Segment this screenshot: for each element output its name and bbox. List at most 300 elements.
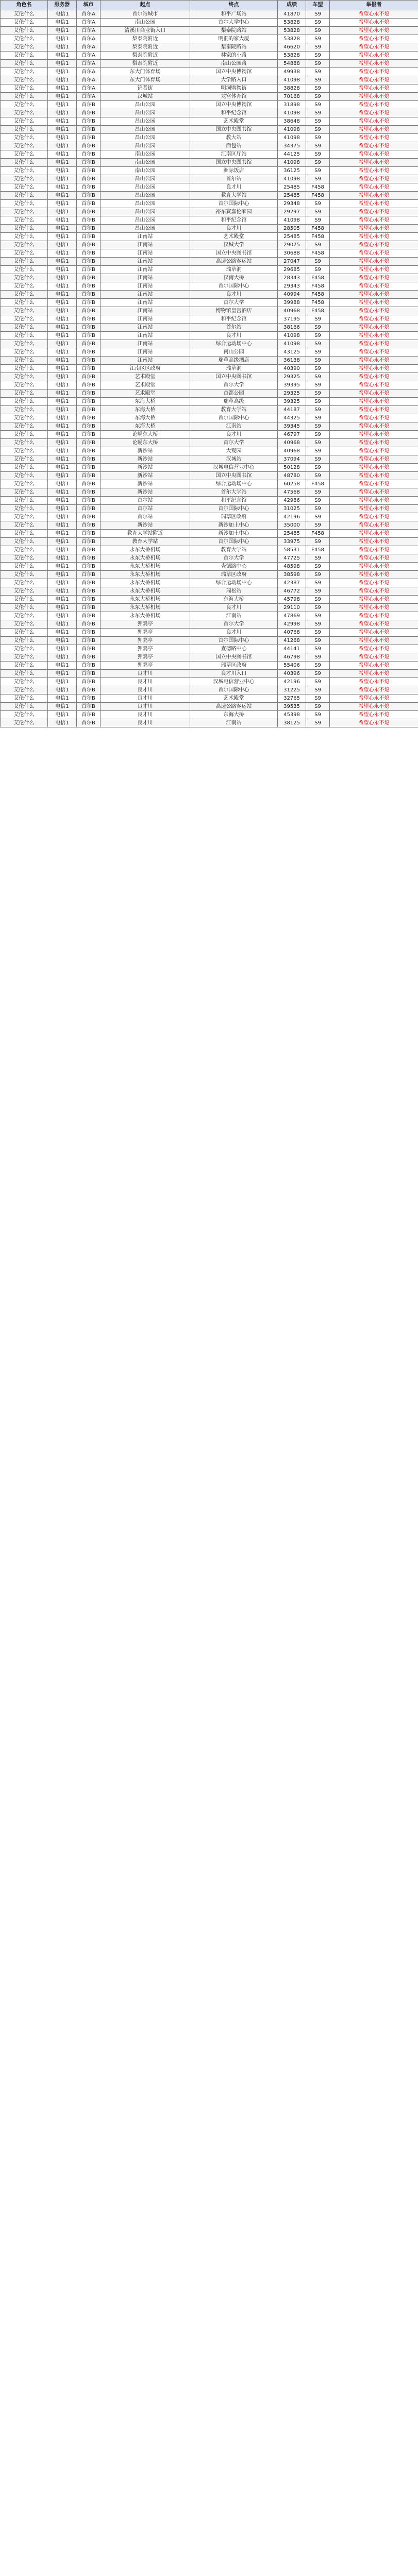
cell-reporter[interactable]: 希望心永不熄 xyxy=(330,159,418,167)
cell-car[interactable]: S9 xyxy=(306,579,330,587)
cell-reporter[interactable]: 希望心永不熄 xyxy=(330,52,418,60)
cell-start[interactable]: 良才川 xyxy=(101,719,190,727)
cell-end[interactable]: 和平纪念馆 xyxy=(190,315,278,324)
table-row[interactable] xyxy=(1,274,418,282)
cell-reporter[interactable]: 希望心永不熄 xyxy=(330,315,418,324)
cell-reporter[interactable]: 希望心永不熄 xyxy=(330,653,418,662)
table-row[interactable] xyxy=(1,183,418,192)
cell-server[interactable]: 电信1 xyxy=(48,670,77,678)
cell-role-name[interactable]: 艾伦什么 xyxy=(1,134,48,142)
cell-city[interactable]: 首尔B xyxy=(77,241,101,249)
cell-score[interactable]: 29325 xyxy=(278,389,306,398)
cell-server[interactable]: 电信1 xyxy=(48,93,77,101)
cell-city[interactable]: 首尔B xyxy=(77,389,101,398)
cell-car[interactable]: S9 xyxy=(306,464,330,472)
table-row[interactable] xyxy=(1,167,418,175)
cell-city[interactable]: 首尔B xyxy=(77,406,101,414)
cell-city[interactable]: 首尔B xyxy=(77,513,101,521)
cell-reporter[interactable]: 希望心永不熄 xyxy=(330,348,418,357)
cell-car[interactable]: S9 xyxy=(306,150,330,159)
cell-city[interactable]: 首尔B xyxy=(77,488,101,497)
cell-server[interactable]: 电信1 xyxy=(48,406,77,414)
cell-score[interactable]: 31225 xyxy=(278,686,306,694)
cell-role-name[interactable]: 艾伦什么 xyxy=(1,373,48,381)
cell-reporter[interactable]: 希望心永不熄 xyxy=(330,68,418,76)
cell-role-name[interactable]: 艾伦什么 xyxy=(1,200,48,208)
cell-server[interactable]: 电信1 xyxy=(48,208,77,216)
cell-end[interactable]: 首尔国际中心 xyxy=(190,505,278,513)
cell-server[interactable]: 电信1 xyxy=(48,324,77,332)
cell-car[interactable]: S9 xyxy=(306,52,330,60)
cell-city[interactable]: 首尔B xyxy=(77,266,101,274)
cell-server[interactable]: 电信1 xyxy=(48,109,77,117)
cell-role-name[interactable]: 艾伦什么 xyxy=(1,192,48,200)
header-score[interactable]: 成绩 xyxy=(278,1,306,10)
cell-score[interactable]: 38166 xyxy=(278,324,306,332)
cell-role-name[interactable]: 艾伦什么 xyxy=(1,455,48,464)
cell-start[interactable]: 江南站 xyxy=(101,266,190,274)
cell-score[interactable]: 41268 xyxy=(278,637,306,645)
cell-reporter[interactable]: 希望心永不熄 xyxy=(330,645,418,653)
cell-end[interactable]: 良才川 xyxy=(190,604,278,612)
cell-end[interactable]: 首尔国际中心 xyxy=(190,686,278,694)
cell-end[interactable]: 首尔站 xyxy=(190,324,278,332)
cell-car[interactable]: S9 xyxy=(306,604,330,612)
cell-city[interactable]: 首尔B xyxy=(77,117,101,126)
cell-start[interactable]: 江南站 xyxy=(101,332,190,340)
cell-start[interactable]: 梨泰院附近 xyxy=(101,60,190,68)
cell-car[interactable]: F458 xyxy=(306,192,330,200)
cell-server[interactable]: 电信1 xyxy=(48,381,77,389)
cell-end[interactable]: 首尔大学 xyxy=(190,620,278,629)
cell-score[interactable]: 29343 xyxy=(278,282,306,291)
cell-reporter[interactable]: 希望心永不熄 xyxy=(330,414,418,422)
cell-car[interactable]: S9 xyxy=(306,694,330,703)
cell-role-name[interactable]: 艾伦什么 xyxy=(1,52,48,60)
cell-role-name[interactable]: 艾伦什么 xyxy=(1,126,48,134)
cell-start[interactable]: 东海大桥 xyxy=(101,422,190,431)
cell-reporter[interactable]: 希望心永不熄 xyxy=(330,406,418,414)
cell-role-name[interactable]: 艾伦什么 xyxy=(1,488,48,497)
cell-car[interactable]: S9 xyxy=(306,488,330,497)
cell-score[interactable]: 49938 xyxy=(278,68,306,76)
cell-end[interactable]: 南山公园路 xyxy=(190,60,278,68)
cell-city[interactable]: 首尔B xyxy=(77,530,101,538)
cell-car[interactable]: S9 xyxy=(306,332,330,340)
cell-start[interactable]: 狎鸥亭 xyxy=(101,620,190,629)
cell-city[interactable]: 首尔B xyxy=(77,653,101,662)
cell-role-name[interactable]: 艾伦什么 xyxy=(1,307,48,315)
cell-role-name[interactable]: 艾伦什么 xyxy=(1,513,48,521)
cell-end[interactable]: 汉城电信营业中心 xyxy=(190,464,278,472)
cell-car[interactable]: S9 xyxy=(306,101,330,109)
cell-start[interactable]: 江南站 xyxy=(101,274,190,282)
cell-score[interactable]: 41098 xyxy=(278,332,306,340)
cell-car[interactable]: S9 xyxy=(306,109,330,117)
table-row[interactable] xyxy=(1,324,418,332)
cell-car[interactable]: S9 xyxy=(306,10,330,19)
cell-server[interactable]: 电信1 xyxy=(48,365,77,373)
cell-start[interactable]: 良才川 xyxy=(101,703,190,711)
cell-start[interactable]: 论岘东大桥 xyxy=(101,439,190,447)
cell-start[interactable]: 梨泰院附近 xyxy=(101,43,190,52)
cell-server[interactable]: 电信1 xyxy=(48,84,77,93)
cell-role-name[interactable]: 艾伦什么 xyxy=(1,719,48,727)
cell-score[interactable]: 39395 xyxy=(278,381,306,389)
cell-car[interactable]: F458 xyxy=(306,274,330,282)
cell-end[interactable]: 首尔大学站 xyxy=(190,488,278,497)
table-row[interactable] xyxy=(1,373,418,381)
cell-score[interactable]: 28505 xyxy=(278,225,306,233)
cell-start[interactable]: 新沙站 xyxy=(101,472,190,480)
cell-city[interactable]: 首尔B xyxy=(77,159,101,167)
cell-start[interactable]: 首尔站 xyxy=(101,513,190,521)
cell-reporter[interactable]: 希望心永不熄 xyxy=(330,233,418,241)
cell-role-name[interactable]: 艾伦什么 xyxy=(1,216,48,225)
cell-end[interactable]: 和平纪念馆 xyxy=(190,109,278,117)
cell-city[interactable]: 首尔B xyxy=(77,422,101,431)
header-role-name[interactable]: 角色名 xyxy=(1,1,48,10)
cell-role-name[interactable]: 艾伦什么 xyxy=(1,35,48,43)
cell-city[interactable]: 首尔B xyxy=(77,183,101,192)
cell-reporter[interactable]: 希望心永不熄 xyxy=(330,670,418,678)
cell-server[interactable]: 电信1 xyxy=(48,464,77,472)
cell-start[interactable]: 江南站 xyxy=(101,258,190,266)
cell-end[interactable]: 瑞草高级酒店 xyxy=(190,357,278,365)
table-row[interactable] xyxy=(1,282,418,291)
header-city[interactable]: 城市 xyxy=(77,1,101,10)
cell-city[interactable]: 首尔B xyxy=(77,414,101,422)
cell-role-name[interactable]: 艾伦什么 xyxy=(1,332,48,340)
cell-server[interactable]: 电信1 xyxy=(48,52,77,60)
cell-role-name[interactable]: 艾伦什么 xyxy=(1,183,48,192)
cell-end[interactable]: 新沙加土中心 xyxy=(190,530,278,538)
cell-start[interactable]: 昌山公园 xyxy=(101,208,190,216)
cell-end[interactable]: 洲际饭店 xyxy=(190,167,278,175)
cell-score[interactable]: 43125 xyxy=(278,348,306,357)
cell-car[interactable]: S9 xyxy=(306,686,330,694)
cell-end[interactable]: 综合运动场中心 xyxy=(190,480,278,488)
cell-start[interactable]: 良才川 xyxy=(101,670,190,678)
cell-car[interactable]: F458 xyxy=(306,546,330,554)
cell-city[interactable]: 首尔B xyxy=(77,439,101,447)
cell-end[interactable]: 汉南大桥 xyxy=(190,274,278,282)
cell-city[interactable]: 首尔B xyxy=(77,175,101,183)
cell-start[interactable]: 首尔站城市 xyxy=(101,10,190,19)
cell-server[interactable]: 电信1 xyxy=(48,192,77,200)
cell-city[interactable]: 首尔A xyxy=(77,84,101,93)
cell-city[interactable]: 首尔B xyxy=(77,546,101,554)
table-row[interactable] xyxy=(1,472,418,480)
cell-reporter[interactable]: 希望心永不熄 xyxy=(330,447,418,455)
cell-start[interactable]: 永东大桥机场 xyxy=(101,612,190,620)
cell-server[interactable]: 电信1 xyxy=(48,662,77,670)
table-row[interactable] xyxy=(1,27,418,35)
cell-score[interactable]: 40968 xyxy=(278,447,306,455)
table-row[interactable] xyxy=(1,43,418,52)
cell-city[interactable]: 首尔A xyxy=(77,27,101,35)
table-row[interactable] xyxy=(1,447,418,455)
cell-end[interactable]: 梨泰院路站 xyxy=(190,43,278,52)
table-row[interactable] xyxy=(1,159,418,167)
cell-score[interactable]: 70168 xyxy=(278,93,306,101)
cell-car[interactable]: S9 xyxy=(306,447,330,455)
cell-server[interactable]: 电信1 xyxy=(48,455,77,464)
cell-reporter[interactable]: 希望心永不熄 xyxy=(330,60,418,68)
cell-city[interactable]: 首尔B xyxy=(77,150,101,159)
cell-car[interactable]: S9 xyxy=(306,554,330,563)
cell-end[interactable]: 东海大桥 xyxy=(190,596,278,604)
cell-start[interactable]: 江南站 xyxy=(101,241,190,249)
cell-city[interactable]: 首尔B xyxy=(77,579,101,587)
cell-score[interactable]: 44325 xyxy=(278,414,306,422)
cell-start[interactable]: 锦者街 xyxy=(101,84,190,93)
cell-reporter[interactable]: 希望心永不熄 xyxy=(330,587,418,596)
cell-start[interactable]: 南山公园 xyxy=(101,150,190,159)
cell-end[interactable]: 江南站 xyxy=(190,612,278,620)
cell-score[interactable]: 42196 xyxy=(278,513,306,521)
cell-score[interactable]: 55406 xyxy=(278,662,306,670)
table-row[interactable] xyxy=(1,711,418,719)
cell-score[interactable]: 29110 xyxy=(278,604,306,612)
table-row[interactable] xyxy=(1,175,418,183)
cell-start[interactable]: 江南站 xyxy=(101,324,190,332)
cell-start[interactable]: 昌山公园 xyxy=(101,200,190,208)
cell-score[interactable]: 34375 xyxy=(278,142,306,150)
cell-start[interactable]: 江南站 xyxy=(101,282,190,291)
cell-car[interactable]: F458 xyxy=(306,282,330,291)
cell-role-name[interactable]: 艾伦什么 xyxy=(1,662,48,670)
table-row[interactable] xyxy=(1,142,418,150)
cell-server[interactable]: 电信1 xyxy=(48,117,77,126)
cell-start[interactable]: 昌山公园 xyxy=(101,175,190,183)
cell-start[interactable]: 首尔站 xyxy=(101,505,190,513)
cell-role-name[interactable]: 艾伦什么 xyxy=(1,398,48,406)
cell-role-name[interactable]: 艾伦什么 xyxy=(1,711,48,719)
cell-server[interactable]: 电信1 xyxy=(48,68,77,76)
cell-server[interactable]: 电信1 xyxy=(48,357,77,365)
cell-reporter[interactable]: 希望心永不熄 xyxy=(330,324,418,332)
cell-car[interactable]: S9 xyxy=(306,348,330,357)
cell-end[interactable]: 瑞草洞 xyxy=(190,365,278,373)
cell-city[interactable]: 首尔B xyxy=(77,620,101,629)
cell-car[interactable]: S9 xyxy=(306,117,330,126)
cell-start[interactable]: 梨泰院附近 xyxy=(101,35,190,43)
cell-server[interactable]: 电信1 xyxy=(48,60,77,68)
cell-end[interactable]: 瑞草区政府 xyxy=(190,571,278,579)
cell-car[interactable]: S9 xyxy=(306,315,330,324)
table-row[interactable] xyxy=(1,431,418,439)
cell-car[interactable]: S9 xyxy=(306,266,330,274)
cell-server[interactable]: 电信1 xyxy=(48,27,77,35)
cell-end[interactable]: 南山公园 xyxy=(190,348,278,357)
cell-start[interactable]: 永东大桥机场 xyxy=(101,546,190,554)
cell-city[interactable]: 首尔A xyxy=(77,35,101,43)
table-row[interactable] xyxy=(1,389,418,398)
table-row[interactable] xyxy=(1,505,418,513)
cell-car[interactable]: F458 xyxy=(306,225,330,233)
cell-score[interactable]: 39988 xyxy=(278,299,306,307)
table-row[interactable] xyxy=(1,670,418,678)
cell-car[interactable]: S9 xyxy=(306,167,330,175)
cell-start[interactable]: 狎鸥亭 xyxy=(101,637,190,645)
table-row[interactable] xyxy=(1,579,418,587)
cell-start[interactable]: 论岘东大桥 xyxy=(101,431,190,439)
cell-end[interactable]: 新沙加土中心 xyxy=(190,521,278,530)
cell-reporter[interactable]: 希望心永不熄 xyxy=(330,183,418,192)
cell-car[interactable]: F458 xyxy=(306,307,330,315)
cell-start[interactable]: 新沙站 xyxy=(101,464,190,472)
cell-reporter[interactable]: 希望心永不熄 xyxy=(330,216,418,225)
cell-role-name[interactable]: 艾伦什么 xyxy=(1,464,48,472)
cell-server[interactable]: 电信1 xyxy=(48,159,77,167)
cell-role-name[interactable]: 艾伦什么 xyxy=(1,579,48,587)
cell-car[interactable]: S9 xyxy=(306,711,330,719)
cell-city[interactable]: 首尔B xyxy=(77,447,101,455)
cell-score[interactable]: 47568 xyxy=(278,488,306,497)
cell-car[interactable]: F458 xyxy=(306,183,330,192)
table-row[interactable] xyxy=(1,480,418,488)
cell-score[interactable]: 44125 xyxy=(278,150,306,159)
cell-car[interactable]: S9 xyxy=(306,513,330,521)
cell-reporter[interactable]: 希望心永不熄 xyxy=(330,563,418,571)
cell-server[interactable]: 电信1 xyxy=(48,19,77,27)
table-row[interactable] xyxy=(1,637,418,645)
cell-reporter[interactable]: 希望心永不熄 xyxy=(330,604,418,612)
cell-city[interactable]: 首尔B xyxy=(77,497,101,505)
cell-city[interactable]: 首尔A xyxy=(77,93,101,101)
cell-city[interactable]: 首尔B xyxy=(77,703,101,711)
cell-score[interactable]: 54888 xyxy=(278,60,306,68)
cell-reporter[interactable]: 希望心永不熄 xyxy=(330,93,418,101)
cell-city[interactable]: 首尔B xyxy=(77,192,101,200)
cell-start[interactable]: 东海大桥 xyxy=(101,398,190,406)
cell-city[interactable]: 首尔B xyxy=(77,167,101,175)
cell-end[interactable]: 国立中央图书馆 xyxy=(190,653,278,662)
cell-reporter[interactable]: 希望心永不熄 xyxy=(330,431,418,439)
table-row[interactable] xyxy=(1,645,418,653)
cell-city[interactable]: 首尔B xyxy=(77,208,101,216)
cell-car[interactable]: F458 xyxy=(306,299,330,307)
cell-start[interactable]: 良才川 xyxy=(101,694,190,703)
header-end[interactable]: 终点 xyxy=(190,1,278,10)
table-row[interactable] xyxy=(1,538,418,546)
cell-end[interactable]: 瑞草区政府 xyxy=(190,513,278,521)
cell-server[interactable]: 电信1 xyxy=(48,554,77,563)
cell-server[interactable]: 电信1 xyxy=(48,183,77,192)
cell-end[interactable]: 首尔站 xyxy=(190,175,278,183)
table-row[interactable] xyxy=(1,381,418,389)
cell-city[interactable]: 首尔B xyxy=(77,348,101,357)
cell-server[interactable]: 电信1 xyxy=(48,35,77,43)
cell-role-name[interactable]: 艾伦什么 xyxy=(1,612,48,620)
cell-end[interactable]: 综合运动场中心 xyxy=(190,579,278,587)
cell-start[interactable]: 狎鸥亭 xyxy=(101,653,190,662)
cell-start[interactable]: 东海大桥 xyxy=(101,414,190,422)
table-row[interactable] xyxy=(1,68,418,76)
cell-server[interactable]: 电信1 xyxy=(48,389,77,398)
table-row[interactable] xyxy=(1,101,418,109)
cell-city[interactable]: 首尔B xyxy=(77,274,101,282)
cell-score[interactable]: 40768 xyxy=(278,629,306,637)
cell-end[interactable]: 瑞草洞 xyxy=(190,266,278,274)
cell-city[interactable]: 首尔B xyxy=(77,686,101,694)
cell-car[interactable]: S9 xyxy=(306,76,330,84)
cell-car[interactable]: S9 xyxy=(306,340,330,348)
cell-end[interactable]: 林家的小路 xyxy=(190,52,278,60)
table-row[interactable] xyxy=(1,225,418,233)
table-row[interactable] xyxy=(1,439,418,447)
cell-reporter[interactable]: 希望心永不熄 xyxy=(330,472,418,480)
cell-car[interactable]: S9 xyxy=(306,373,330,381)
cell-score[interactable]: 32765 xyxy=(278,694,306,703)
cell-server[interactable]: 电信1 xyxy=(48,10,77,19)
cell-start[interactable]: 教育大学站附近 xyxy=(101,530,190,538)
cell-start[interactable]: 永东大桥机场 xyxy=(101,587,190,596)
cell-reporter[interactable]: 希望心永不熄 xyxy=(330,200,418,208)
cell-car[interactable]: F458 xyxy=(306,530,330,538)
cell-role-name[interactable]: 艾伦什么 xyxy=(1,546,48,554)
cell-end[interactable]: 瑞草区政府 xyxy=(190,662,278,670)
cell-start[interactable]: 永东大桥机场 xyxy=(101,554,190,563)
cell-city[interactable]: 首尔A xyxy=(77,19,101,27)
table-row[interactable] xyxy=(1,93,418,101)
cell-car[interactable]: S9 xyxy=(306,472,330,480)
cell-role-name[interactable]: 艾伦什么 xyxy=(1,497,48,505)
cell-role-name[interactable]: 艾伦什么 xyxy=(1,629,48,637)
cell-reporter[interactable]: 希望心永不熄 xyxy=(330,357,418,365)
cell-server[interactable]: 电信1 xyxy=(48,142,77,150)
cell-score[interactable]: 46772 xyxy=(278,587,306,596)
cell-start[interactable]: 永东大桥机场 xyxy=(101,571,190,579)
cell-end[interactable]: 国立中央博物馆 xyxy=(190,68,278,76)
cell-server[interactable]: 电信1 xyxy=(48,332,77,340)
cell-server[interactable]: 电信1 xyxy=(48,629,77,637)
table-row[interactable] xyxy=(1,521,418,530)
cell-end[interactable]: 查德路中心 xyxy=(190,645,278,653)
cell-end[interactable]: 首尔国际中心 xyxy=(190,282,278,291)
cell-server[interactable]: 电信1 xyxy=(48,612,77,620)
cell-reporter[interactable]: 希望心永不熄 xyxy=(330,464,418,472)
cell-city[interactable]: 首尔B xyxy=(77,216,101,225)
cell-car[interactable]: S9 xyxy=(306,175,330,183)
cell-score[interactable]: 46798 xyxy=(278,653,306,662)
cell-reporter[interactable]: 希望心永不熄 xyxy=(330,538,418,546)
cell-role-name[interactable]: 艾伦什么 xyxy=(1,521,48,530)
table-row[interactable] xyxy=(1,249,418,258)
cell-reporter[interactable]: 希望心永不熄 xyxy=(330,241,418,249)
cell-reporter[interactable]: 希望心永不熄 xyxy=(330,637,418,645)
cell-car[interactable]: S9 xyxy=(306,538,330,546)
cell-start[interactable]: 狎鸥亭 xyxy=(101,645,190,653)
cell-reporter[interactable]: 希望心永不熄 xyxy=(330,109,418,117)
cell-server[interactable]: 电信1 xyxy=(48,620,77,629)
cell-server[interactable]: 电信1 xyxy=(48,348,77,357)
cell-end[interactable]: 首尔国际中心 xyxy=(190,200,278,208)
table-row[interactable] xyxy=(1,150,418,159)
cell-car[interactable]: F458 xyxy=(306,233,330,241)
cell-car[interactable]: S9 xyxy=(306,439,330,447)
cell-car[interactable]: S9 xyxy=(306,670,330,678)
cell-score[interactable]: 42387 xyxy=(278,579,306,587)
cell-car[interactable]: S9 xyxy=(306,406,330,414)
cell-score[interactable]: 41098 xyxy=(278,340,306,348)
cell-score[interactable]: 41098 xyxy=(278,76,306,84)
cell-car[interactable]: S9 xyxy=(306,27,330,35)
cell-end[interactable]: 首尔国际中心 xyxy=(190,637,278,645)
table-row[interactable] xyxy=(1,497,418,505)
cell-role-name[interactable]: 艾伦什么 xyxy=(1,159,48,167)
